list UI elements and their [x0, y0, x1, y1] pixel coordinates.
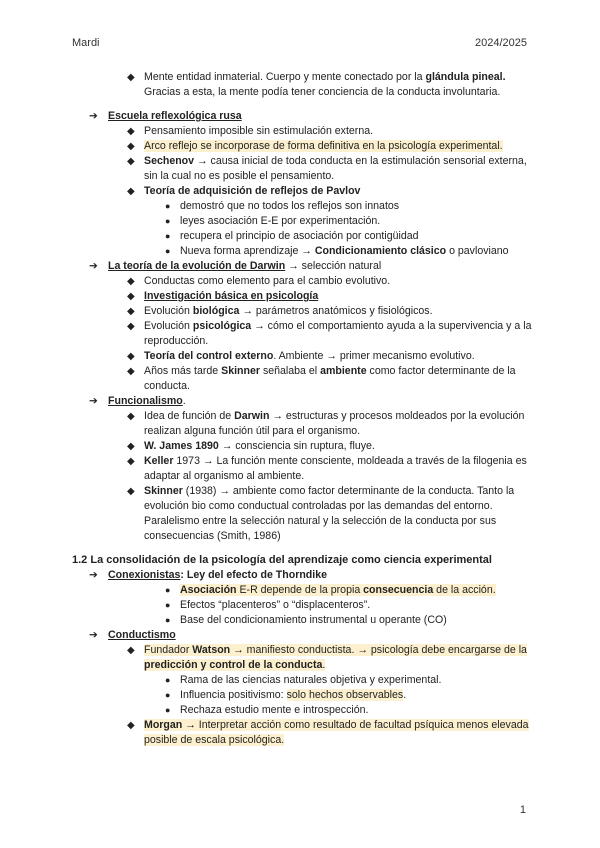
page-number: 1 [519, 804, 526, 816]
diamond-bullet-icon: ◆ [127, 291, 135, 302]
arrow-right-icon: ➔ [89, 395, 98, 407]
sub-bullet-item: ● Base del condicionamiento instrumental u operante (CO) [165, 614, 447, 626]
diamond-bullet-icon: ◆ [127, 645, 135, 656]
sub-bullet-item: ● Rechaza estudio mente e introspección. [165, 704, 369, 716]
circle-bullet-icon: ● [165, 201, 171, 211]
document-body [72, 70, 532, 748]
diamond-bullet-icon: ◆ [127, 276, 135, 287]
sub-bullet-item: ● demostró que no todos los reflejos son innatos [165, 200, 400, 212]
sub-bullet-item: ● Rama de las ciencias naturales objetiva y experimental. [165, 674, 442, 686]
bullet-item: ◆ Keller 1973 → La función mente consciente, moldeada a través de la filogenia es adaptar al organismo al ambiente. [127, 455, 527, 482]
circle-bullet-icon: ● [165, 690, 171, 700]
diamond-bullet-icon: ◆ [127, 186, 135, 197]
section-escuela-reflexologica [72, 109, 532, 124]
section-title: Funcionalismo [108, 395, 183, 407]
circle-bullet-icon: ● [165, 600, 171, 610]
diamond-bullet-icon: ◆ [127, 351, 135, 362]
bullet-item: ◆ Mente entidad inmaterial. Cuerpo y mente conectado por la glándula pineal. Gracias a esta, la mente podía tener conciencia de la conducta involuntaria. [127, 71, 506, 98]
section-title: Conexionistas [108, 569, 181, 581]
circle-bullet-icon: ● [165, 246, 171, 256]
header-course: Mardi [72, 37, 100, 49]
bullet-item [72, 139, 532, 154]
circle-bullet-icon: ● [165, 675, 171, 685]
diamond-bullet-icon: ◆ [127, 156, 135, 167]
section-darwin: ➔ La teoría de la evolución de Darwin → selección natural [89, 260, 382, 272]
highlighted-text: Asociación E-R depende de la propia consecuencia de la acción. [180, 584, 496, 596]
section-heading-1-2: 1.2 La consolidación de la psicología del aprendizaje como ciencia experimental [72, 554, 492, 566]
highlighted-text: solo hechos observables [286, 689, 404, 701]
diamond-bullet-icon: ◆ [127, 141, 135, 152]
section-funcionalismo: ➔ Funcionalismo. [89, 395, 186, 407]
bullet-item [72, 643, 532, 673]
bullet-item: ◆ Sechenov → causa inicial de toda conducta en la estimulación sensorial externa, sin la cual no es posible el pensamiento. [127, 155, 527, 182]
bullet-item: ◆ Evolución psicológica → cómo el comportamiento ayuda a la supervivencia y a la reproducción. [127, 320, 532, 347]
section-title: La teoría de la evolución de Darwin [108, 260, 286, 272]
bullet-item: ◆ Teoría de adquisición de reflejos de Pavlov [127, 185, 361, 197]
arrow-right-icon: ➔ [89, 260, 98, 272]
circle-bullet-icon: ● [165, 231, 171, 241]
arrow-right-icon: ➔ [89, 629, 98, 641]
bullet-item: ◆ W. James 1890 → consciencia sin ruptura, fluye. [127, 440, 375, 452]
sub-bullet-item: ● Influencia positivismo: solo hechos observables. [165, 689, 407, 701]
diamond-bullet-icon: ◆ [127, 720, 135, 731]
section-conexionistas: ➔ Conexionistas: Ley del efecto de Thorndike [89, 569, 327, 581]
diamond-bullet-icon: ◆ [127, 456, 135, 467]
diamond-bullet-icon: ◆ [127, 366, 135, 377]
arrow-right-icon: ➔ [89, 110, 98, 122]
section-title: Escuela reflexológica rusa [108, 110, 242, 122]
circle-bullet-icon: ● [165, 615, 171, 625]
bullet-item: ◆ Evolución biológica → parámetros anatómicos y fisiológicos. [127, 305, 433, 317]
diamond-bullet-icon: ◆ [127, 441, 135, 452]
circle-bullet-icon: ● [165, 705, 171, 715]
highlighted-text: Morgan → Interpretar acción como resultado de facultad psíquica menos elevada posible de escala psicológica. [144, 719, 529, 746]
bullet-item: ◆ Conductas como elemento para el cambio evolutivo. [127, 275, 391, 287]
diamond-bullet-icon: ◆ [127, 486, 135, 497]
sub-bullet-item: ● Efectos “placenteros” o “displacenteros”. [165, 599, 371, 611]
diamond-bullet-icon: ◆ [127, 411, 135, 422]
bullet-item: ◆ Skinner (1938) → ambiente como factor determinante de la conducta. Tanto la evolución bio como conductual controladas por las demandas del entorno. Paralelismo entre la selección natural y la selección de la conducta por sus consecuencias (Smith, 1986) [127, 485, 515, 542]
header-academic-year: 2024/2025 [475, 37, 527, 49]
diamond-bullet-icon: ◆ [127, 321, 135, 332]
highlighted-text: Arco reflejo se incorporase de forma definitiva en la psicología experimental. [144, 140, 503, 152]
section-conductismo [72, 628, 532, 643]
bullet-item: ◆ Investigación básica en psicología [127, 290, 319, 302]
diamond-bullet-icon: ◆ [127, 306, 135, 317]
diamond-bullet-icon: ◆ [127, 72, 135, 83]
sub-bullet-item: ● leyes asociación E-E por experimentación. [165, 215, 381, 227]
sub-bullet-item: ● Nueva forma aprendizaje → Condicionamiento clásico o pavloviano [165, 245, 509, 257]
bullet-item: ◆ Idea de función de Darwin → estructuras y procesos moldeados por la evolución realizan alguna función útil para el organismo. [127, 410, 525, 437]
highlighted-text: Fundador Watson → manifiesto conductista. → psicología debe encargarse de la predicción y control de la conducta. [144, 644, 527, 671]
arrow-right-icon: ➔ [89, 569, 98, 581]
sub-bullet-item: ● recupera el principio de asociación por contigüidad [165, 230, 419, 242]
circle-bullet-icon: ● [165, 585, 171, 595]
sub-bullet-item [72, 583, 532, 598]
circle-bullet-icon: ● [165, 216, 171, 226]
bullet-item: ◆ Teoría del control externo. Ambiente → primer mecanismo evolutivo. [127, 350, 475, 362]
bullet-item [72, 718, 532, 748]
diamond-bullet-icon: ◆ [127, 126, 135, 137]
bullet-item: ◆ Pensamiento imposible sin estimulación externa. [127, 125, 374, 137]
section-title: Conductismo [108, 629, 176, 641]
bullet-item: ◆ Años más tarde Skinner señalaba el ambiente como factor determinante de la conducta. [127, 365, 516, 392]
